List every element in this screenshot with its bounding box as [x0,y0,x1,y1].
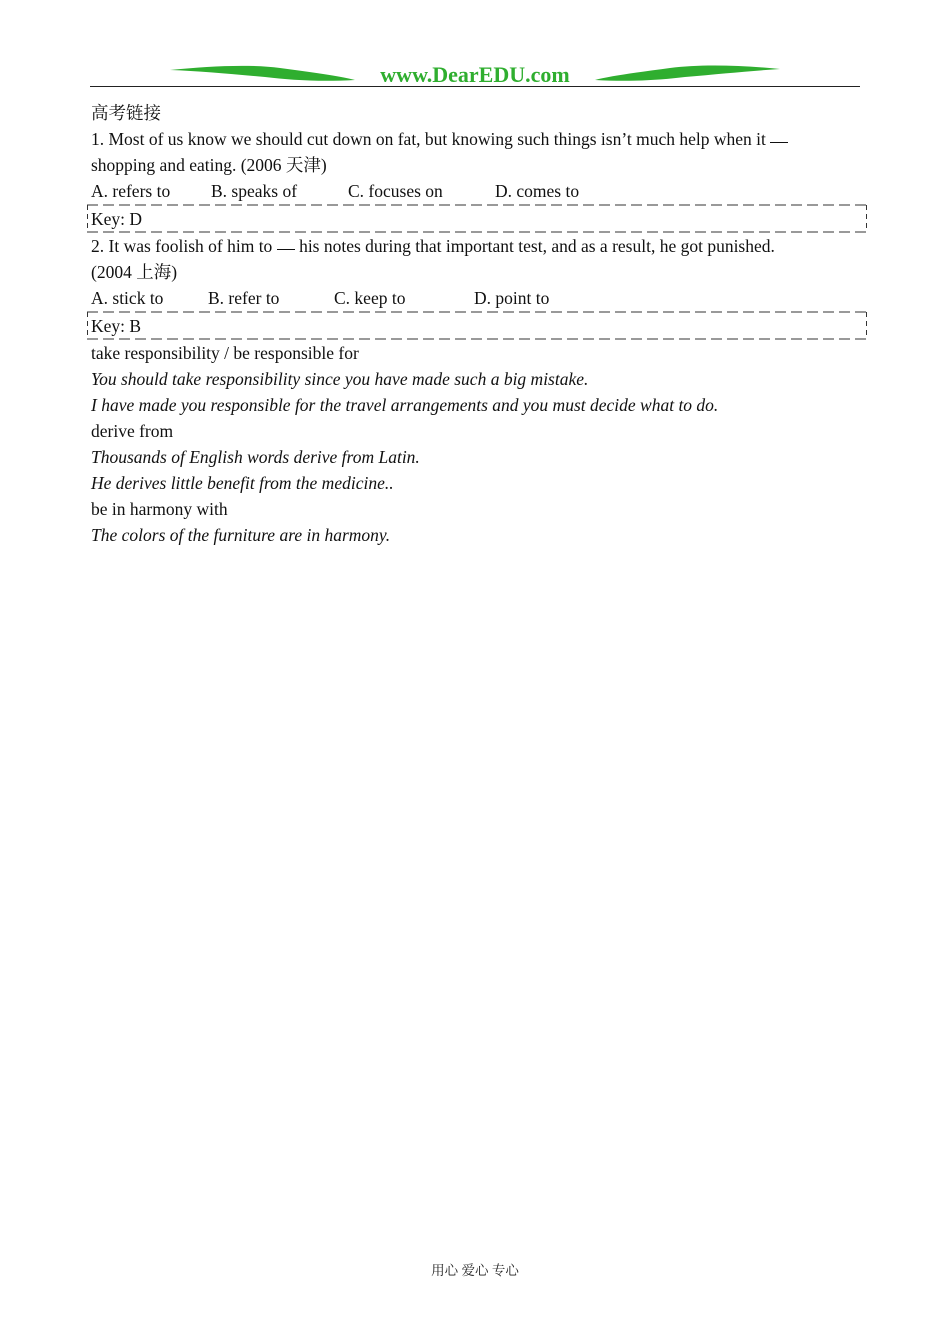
question-1-stem [91,126,861,152]
answer-blank [770,141,788,143]
question-1-options [91,178,861,204]
phrase-1: take responsibility / be responsible for [91,343,359,363]
phrase-2-example-1: Thousands of English words derive from Latin. [91,447,420,467]
question-1-stem-cont: shopping and eating. (2006 天津) [91,155,327,175]
question-2-option-d: D. point to [474,288,550,308]
question-1-option-c: C. focuses on [348,181,443,201]
section-title: 高考链接 [91,103,161,123]
question-1-key: Key: D [91,209,143,229]
question-2-key-box [87,311,867,340]
question-1-option-b: B. speaks of [211,181,298,201]
main-content [91,100,861,548]
question-2-option-b: B. refer to [208,288,280,308]
question-2-stem-text-b: his notes during that important test, and as a result, he got punished. [299,236,775,256]
question-2-option-a: A. stick to [91,288,164,308]
dearedu-logo [170,58,780,88]
phrase-2: derive from [91,421,174,441]
question-2-option-c: C. keep to [334,288,406,308]
question-1-option-a: A. refers to [91,181,171,201]
question-2-key: Key: B [91,316,142,336]
question-1-stem-text: 1. Most of us know we should cut down on fat, but knowing such things isn’t much help when it [91,129,766,149]
phrase-1-example-1: You should take responsibility since you have made such a big mistake. [91,369,589,389]
question-2-options [91,285,861,311]
question-2-stem [91,233,861,259]
phrase-2-example-2: He derives little benefit from the medicine.. [91,473,394,493]
question-1-key-box [87,204,867,233]
phrase-3-example-1: The colors of the furniture are in harmony. [91,525,391,545]
logo-text: www.DearEDU.com [380,62,570,87]
page-header [90,58,860,90]
phrase-3: be in harmony with [91,499,228,519]
key-box-dashed-border [87,311,867,340]
question-2-stem-text: 2. It was foolish of him to [91,236,273,256]
answer-blank [277,248,295,250]
key-box-dashed-border [87,204,867,233]
question-1-option-d: D. comes to [495,181,580,201]
question-2-stem-cont: (2004 上海) [91,262,178,282]
page-footer: 用心 爱心 专心 [431,1263,519,1278]
phrase-1-example-2: I have made you responsible for the travel arrangements and you must decide what to do. [91,395,719,415]
